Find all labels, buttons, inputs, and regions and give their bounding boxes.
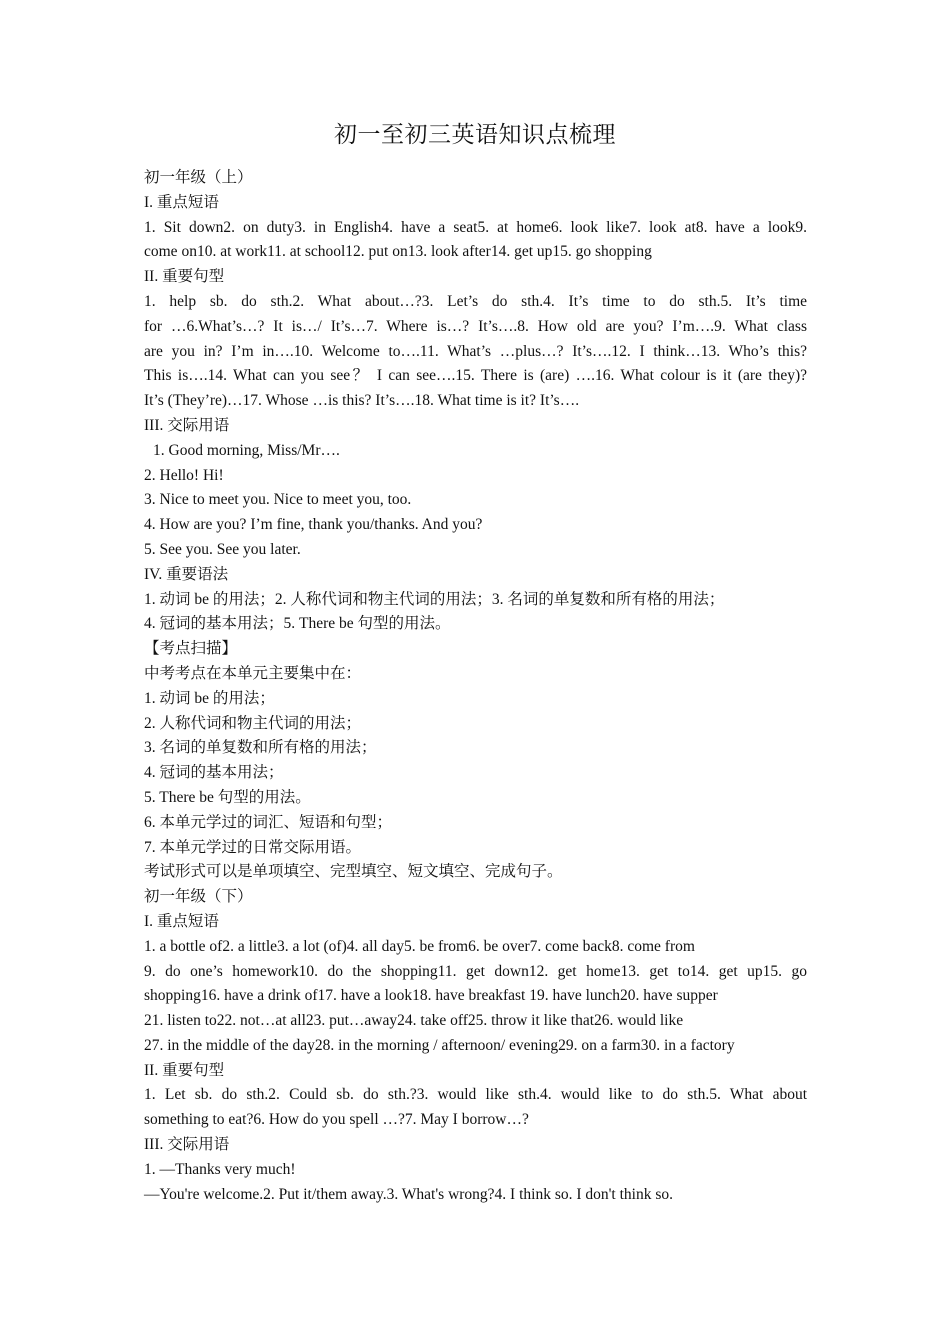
- section-heading-grade7-second-term: 初一年级（下）: [144, 888, 253, 906]
- paragraph-line: 4. 冠词的基本用法；5. There be 句型的用法。: [144, 615, 451, 633]
- paragraph-line: 1. help sb. do sth.2. What about…?3. Let’s do sth.4. It’s time to do sth.5. It’s time: [144, 292, 807, 310]
- exam-points-heading: 【考点扫描】: [144, 640, 238, 658]
- paragraph-line: shopping16. have a drink of17. have a look18. have breakfast 19. have lunch20. have supper: [144, 987, 718, 1005]
- list-item: 3. 名词的单复数和所有格的用法；: [144, 739, 377, 757]
- list-item: 5. See you. See you later.: [144, 540, 301, 558]
- list-item: 3. Nice to meet you. Nice to meet you, too.: [144, 491, 412, 509]
- list-item: 5. There be 句型的用法。: [144, 788, 311, 806]
- section-heading-grade7-first-term: 初一年级（上）: [144, 169, 253, 186]
- list-item: 2. 人称代词和物主代词的用法；: [144, 714, 362, 732]
- subsection-heading-communication: III. 交际用语: [144, 1136, 230, 1154]
- list-item: 1. Good morning, Miss/Mr….: [153, 441, 340, 459]
- list-item: 6. 本单元学过的词汇、短语和句型；: [144, 813, 393, 831]
- document-body: [144, 166, 807, 1207]
- list-item: 7. 本单元学过的日常交际用语。: [144, 838, 362, 856]
- subsection-heading-communication: III. 交际用语: [144, 416, 230, 434]
- list-item: —You're welcome.2. Put it/them away.3. What's wrong?4. I think so. I don't think so.: [144, 1185, 674, 1203]
- subsection-heading-grammar: IV. 重要语法: [144, 565, 229, 583]
- page-title: 初一至初三英语知识点梳理: [334, 122, 616, 147]
- paragraph-line: something to eat?6. How do you spell …?7. May I borrow…?: [144, 1111, 529, 1129]
- list-item: 2. Hello! Hi!: [144, 466, 224, 484]
- paragraph-line: come on10. at work11. at school12. put on13. look after14. get up15. go shopping: [144, 243, 652, 261]
- paragraph-line: 中考考点在本单元主要集中在：: [144, 664, 362, 682]
- paragraph-line: 考试形式可以是单项填空、完型填空、短文填空、完成句子。: [144, 863, 563, 881]
- subsection-heading-key-sentences: II. 重要句型: [144, 1061, 225, 1079]
- paragraph-line: 1. 动词 be 的用法；2. 人称代词和物主代词的用法；3. 名词的单复数和所有格的用法；: [144, 590, 725, 608]
- paragraph-line: 1. a bottle of2. a little3. a lot (of)4. all day5. be from6. be over7. come back8. come from: [144, 937, 695, 955]
- list-item: 1. —Thanks very much!: [144, 1160, 296, 1178]
- paragraph-line: are you in? I’m in….10. Welcome to….11. What’s …plus…? It’s….12. I think…13. Who’s this?: [144, 342, 807, 360]
- list-item: 4. How are you? I’m fine, thank you/thanks. And you?: [144, 516, 483, 534]
- paragraph-line: 1. Let sb. do sth.2. Could sb. do sth.?3. would like sth.4. would like to do sth.5. What about: [144, 1086, 807, 1104]
- paragraph-line: 27. in the middle of the day28. in the morning / afternoon/ evening29. on a farm30. in a factory: [144, 1036, 735, 1054]
- subsection-heading-key-phrases: I. 重点短语: [144, 193, 219, 211]
- paragraph-line: It’s (They’re)…17. Whose …is this? It’s….18. What time is it? It’s….: [144, 392, 580, 410]
- paragraph-line: 9. do one’s homework10. do the shopping11. get down12. get home13. get to14. get up15. go: [144, 962, 807, 980]
- paragraph-line: This is….14. What can you see？ I can see….15. There is (are) ….16. What colour is it (are they)?: [144, 367, 807, 385]
- list-item: 1. 动词 be 的用法；: [144, 689, 275, 707]
- list-item: 4. 冠词的基本用法；: [144, 764, 284, 782]
- subsection-heading-key-phrases: I. 重点短语: [144, 912, 219, 930]
- subsection-heading-key-sentences: II. 重要句型: [144, 268, 225, 286]
- paragraph-line: 21. listen to22. not…at all23. put…away24. take off25. throw it like that26. would like: [144, 1012, 684, 1030]
- paragraph-line: for …6.What’s…? It is…/ It’s…7. Where is…? It’s….8. How old are you? I’m….9. What class: [144, 317, 807, 335]
- paragraph-line: 1. Sit down2. on duty3. in English4. have a seat5. at home6. look like7. look at8. have a look9.: [144, 218, 807, 236]
